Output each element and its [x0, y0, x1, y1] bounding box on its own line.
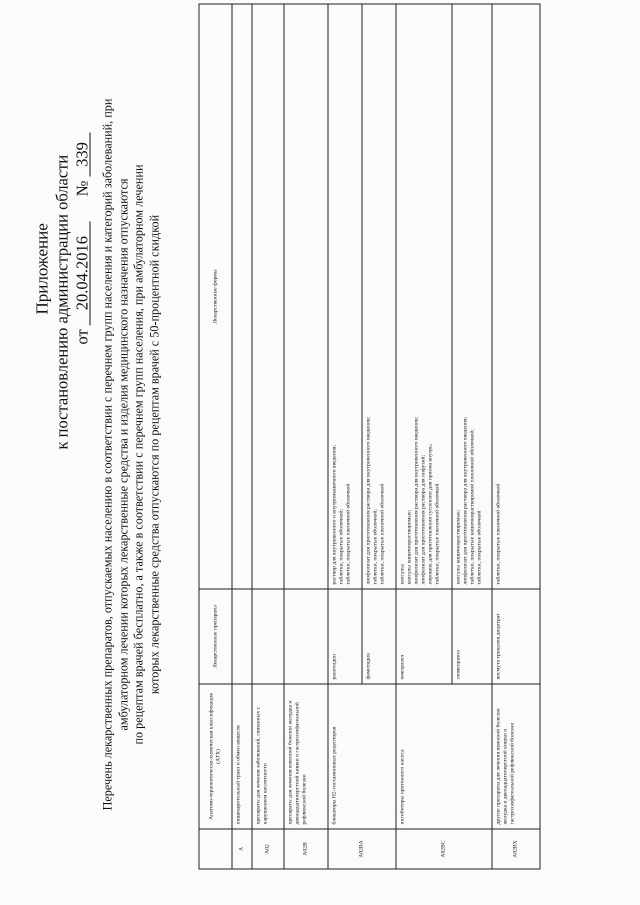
table-row [232, 4, 252, 869]
resolution-number: 339 [75, 133, 91, 177]
row-drug: висмута трикалия дицитрат [492, 589, 540, 684]
row-drug: ранитидин [328, 589, 362, 684]
date-number-line [73, 133, 93, 345]
form-line: капсулы кишечнорастворимые; [406, 509, 413, 585]
form-line: порошок для приготовления суспензии для приема внутрь; [427, 443, 434, 585]
row-code: A02 [252, 829, 284, 869]
row-forms [362, 4, 396, 589]
caption-line: по рецептам врачей бесплатно, а также в соответствии с перечнем групп населения, при амбулаторном лечении [131, 164, 146, 745]
row-atx: ингибиторы протонного насоса [396, 684, 492, 829]
resolution-line: к постановлению администрации области [52, 154, 72, 450]
row-atx: пищеварительный тракт и обмен веществ [232, 684, 252, 829]
caption-line: амбулаторном лечении которых лекарственные средства и изделия медицинского назначения отпускаются [116, 178, 130, 731]
form-line: таблетки, покрытые оболочкой; [372, 509, 379, 585]
row-code: A02BX [492, 829, 540, 869]
number-prefix: № [72, 180, 92, 197]
row-atx: препараты для лечения заболеваний, связанных с нарушением кислотности [252, 684, 284, 829]
form-line: капсулы; [399, 563, 406, 585]
header-forms: Лекарственные формы [199, 4, 232, 589]
row-code: A02BC [396, 829, 492, 869]
form-line: таблетки, покрытые пленочной оболочкой [495, 483, 502, 585]
row-code: A02B [284, 829, 328, 869]
form-line: лиофилизат для приготовления раствора для внутривенного введения; [413, 416, 420, 585]
drug-table [199, 4, 541, 870]
table-row [492, 4, 540, 869]
table-header-row [199, 4, 232, 869]
table-row [284, 4, 328, 869]
row-forms [328, 4, 362, 589]
form-line: лиофилизат для приготовления раствора для инфузий; [420, 454, 427, 585]
date-prefix: от [72, 329, 92, 345]
form-line: лиофилизат для приготовления раствора для внутривенного введения; [462, 416, 469, 585]
resolution-date: 20.04.2016 [75, 221, 91, 325]
row-drug [232, 589, 252, 684]
row-forms [396, 4, 452, 589]
table-row [396, 4, 452, 869]
form-line: таблетки, покрытые пленочной оболочкой [434, 483, 441, 585]
row-atx: блокаторы H2-гистаминовых рецепторов [328, 684, 396, 829]
form-line: раствор для внутривенного и внутримышечного введения; [331, 444, 338, 585]
row-drug [252, 589, 284, 684]
caption-line: которых лекарственные средства отпускаются по рецептам врачей с 50-процентной скидкой [147, 214, 161, 695]
caption-line: Перечень лекарственных препаратов, отпускаемых населению в соответствии с перечнем групп населения и категорий заболеваний, при [100, 98, 115, 811]
form-line: лиофилизат для приготовления раствора для внутривенного введения; [365, 416, 372, 585]
form-line: таблетки, покрытые оболочкой [476, 510, 483, 585]
row-drug: фамотидин [362, 589, 396, 684]
row-code: A [232, 829, 252, 869]
row-forms [252, 4, 284, 589]
table-row [328, 4, 362, 869]
form-line: таблетки, покрытые пленочной оболочкой [345, 483, 352, 585]
row-forms [452, 4, 492, 589]
row-atx: другие препараты для лечения язвенной болезни желудка и двенадцатиперстной кишки и гастроэзофагеальной рефлюксной болезни [492, 684, 540, 829]
row-drug [284, 589, 328, 684]
header-atx: Анатомо-терапевтическо-химическая классификация (АТХ) [199, 684, 232, 829]
row-atx: препараты для лечения язвенной болезни желудка и двенадцатиперстной кишки и гастроэзофагеальной рефлюксной болезни [284, 684, 328, 829]
header-code [199, 829, 232, 869]
row-forms [284, 4, 328, 589]
header-drug: Лекарственные препараты [199, 589, 232, 684]
form-line: таблетки, покрытые оболочкой; [338, 509, 345, 585]
row-forms [232, 4, 252, 589]
appendix-title: Приложение [32, 223, 52, 315]
form-line: капсулы кишечнорастворимые; [455, 509, 462, 585]
row-code: A02BA [328, 829, 396, 869]
form-line: таблетки, покрытые кишечнорастворимой пленочной оболочкой; [469, 429, 476, 585]
rotated-document [1, 0, 640, 905]
row-drug: эзомепразол [452, 589, 492, 684]
form-line: таблетки, покрытые пленочной оболочкой [379, 483, 386, 585]
table-row [252, 4, 284, 869]
row-drug: омепразол [396, 589, 452, 684]
row-forms [492, 4, 540, 589]
document-caption [101, 45, 163, 865]
